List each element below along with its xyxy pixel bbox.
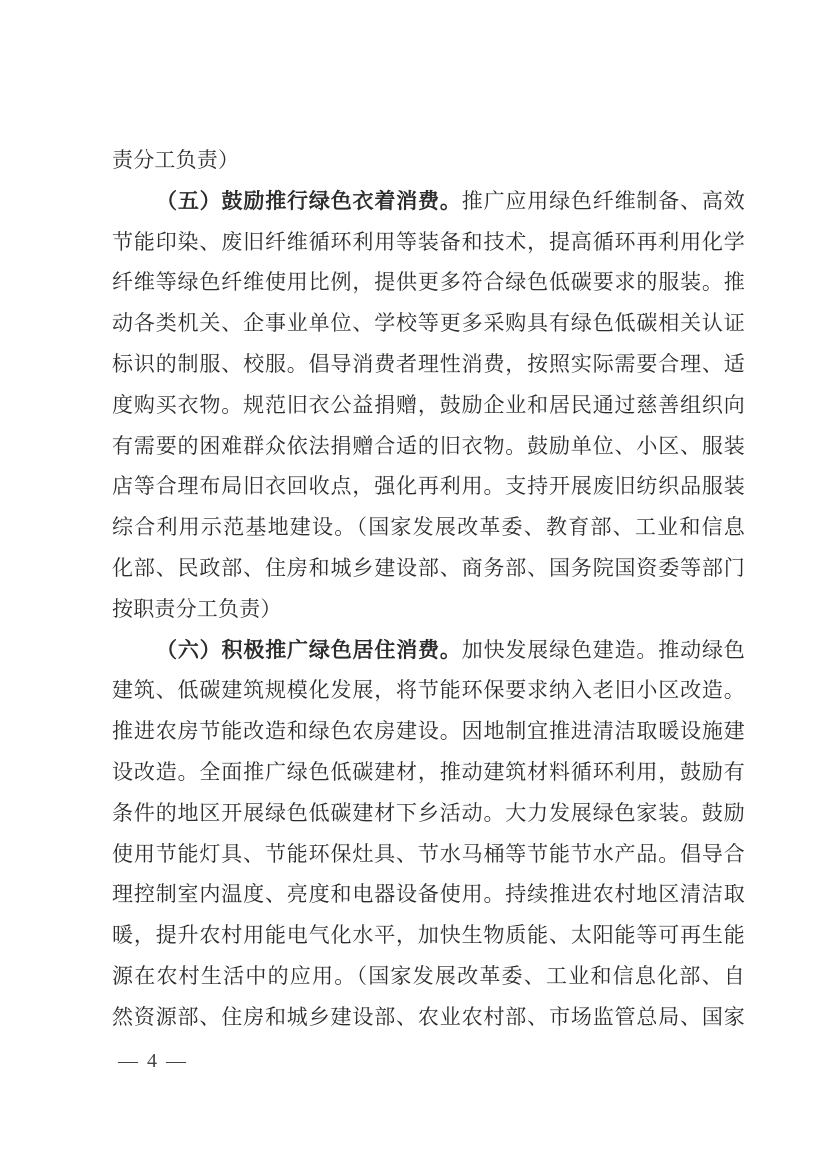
text-line	[112, 752, 745, 793]
text-segment: 设改造。全面推广绿色低碳建材，推动建筑材料循环利用，鼓励有	[112, 759, 745, 784]
text-line	[112, 181, 745, 222]
text-segment: 标识的制服、校服。倡导消费者理性消费，按照实际需要合理、适	[112, 351, 745, 376]
text-line	[112, 344, 745, 385]
text-line	[112, 670, 745, 711]
page-number: — 4 —	[118, 1050, 188, 1072]
text-segment: 动各类机关、企事业单位、学校等更多采购具有绿色低碳相关认证	[112, 311, 745, 336]
text-line	[112, 303, 745, 344]
text-segment: 节能印染、废旧纤维循环利用等装备和技术，提高循环再利用化学	[112, 229, 745, 254]
text-line	[112, 834, 745, 875]
text-line	[112, 630, 745, 671]
text-line	[112, 874, 745, 915]
text-line	[112, 466, 745, 507]
text-line	[112, 711, 745, 752]
text-line	[112, 385, 745, 426]
text-segment: （国家发展改革委、教育部、工业和信息	[356, 515, 745, 540]
text-segment: 综合利用示范基地建设。	[112, 515, 357, 540]
text-segment: 暖，提升农村用能电气化水平，加快生物质能、太阳能等可再生能	[112, 923, 745, 948]
text-segment: 条件的地区开展绿色低碳建材下乡活动。大力发展绿色家装。鼓励	[112, 800, 745, 825]
text-segment: 加快发展绿色建造。推动绿色	[461, 637, 745, 662]
document-body	[112, 140, 745, 1038]
text-line	[112, 140, 745, 181]
text-segment: 推进农房节能改造和绿色农房建设。因地制宜推进清洁取暖设施建	[112, 719, 745, 744]
text-segment: 有需要的困难群众依法捐赠合适的旧衣物。鼓励单位、小区、服装	[112, 433, 745, 458]
text-segment: 纤维等绿色纤维使用比例，提供更多符合绿色低碳要求的服装。推	[112, 270, 745, 295]
section-heading: （六）积极推广绿色居住消费。	[156, 637, 462, 662]
section-heading: （五）鼓励推行绿色衣着消费。	[156, 188, 462, 213]
text-segment: 然资源部、住房和城乡建设部、农业农村部、市场监管总局、国家	[112, 1004, 745, 1029]
text-segment: 源在农村生活中的应用。	[112, 963, 357, 988]
page-footer	[118, 1046, 188, 1076]
text-line	[112, 956, 745, 997]
text-line	[112, 997, 745, 1038]
text-line	[112, 589, 745, 630]
text-line	[112, 426, 745, 467]
text-segment: 按职责分工负责）	[112, 596, 282, 621]
text-segment: 使用节能灯具、节能环保灶具、节水马桶等节能节水产品。倡导合	[112, 841, 745, 866]
text-segment: 推广应用绿色纤维制备、高效	[461, 188, 745, 213]
text-segment: 责分工负责）	[112, 148, 240, 172]
text-line	[112, 548, 745, 589]
text-segment: 理控制室内温度、亮度和电器设备使用。持续推进农村地区清洁取	[112, 882, 745, 907]
text-segment: 度购买衣物。规范旧衣公益捐赠，鼓励企业和居民通过慈善组织向	[112, 392, 745, 417]
text-line	[112, 222, 745, 263]
text-segment: 建筑、低碳建筑规模化发展，将节能环保要求纳入老旧小区改造。	[112, 678, 745, 703]
text-line	[112, 262, 745, 303]
text-line	[112, 793, 745, 834]
text-line	[112, 915, 745, 956]
text-segment: （国家发展改革委、工业和信息化部、自	[356, 963, 745, 988]
text-segment: 店等合理布局旧衣回收点，强化再利用。支持开展废旧纺织品服装	[112, 474, 745, 499]
text-segment: 化部、民政部、住房和城乡建设部、商务部、国务院国资委等部门	[112, 555, 745, 580]
text-line	[112, 507, 745, 548]
